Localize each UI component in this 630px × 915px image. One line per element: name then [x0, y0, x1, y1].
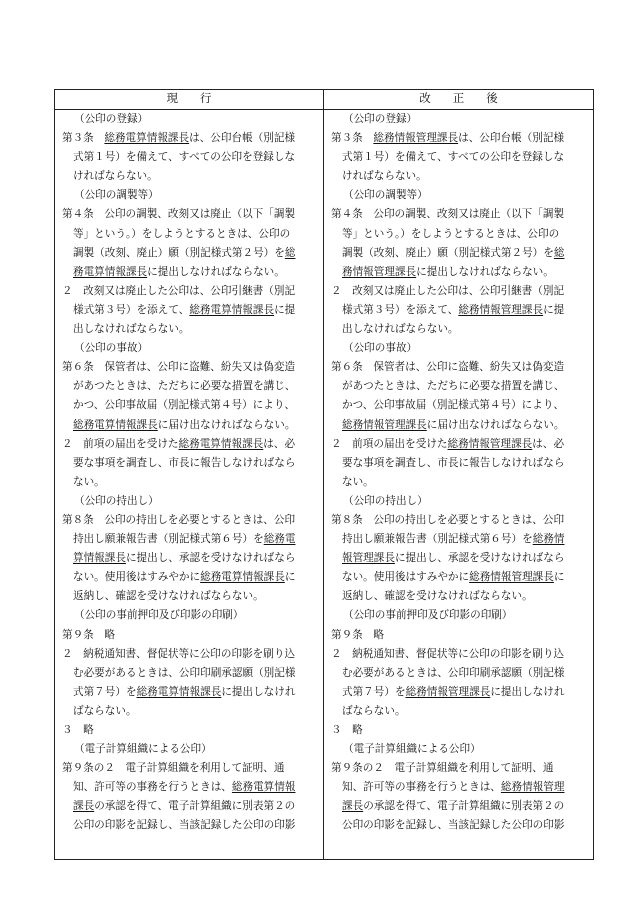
amended-title: 総務情報管理課長	[405, 685, 491, 698]
amended-title: 課長	[342, 800, 364, 813]
text-segment: 第３条	[62, 132, 105, 145]
text-segment: に	[284, 571, 296, 584]
text-segment: 式第７号）を	[342, 685, 406, 698]
header-row	[55, 90, 594, 110]
article-paragraph	[62, 759, 319, 835]
article-paragraph	[62, 205, 319, 281]
text-line	[74, 110, 319, 129]
text-line	[62, 473, 319, 492]
text-line	[331, 435, 589, 454]
text-segment: 出しなければならない。	[342, 323, 459, 336]
text-segment: ２ 納税通知書、督促状等に公印の印影を刷り込	[62, 647, 296, 660]
text-line	[331, 568, 589, 587]
text-line	[62, 511, 319, 530]
text-line	[331, 167, 589, 186]
text-line	[331, 320, 589, 339]
text-line	[62, 301, 319, 320]
article-paragraph	[331, 282, 589, 339]
article-paragraph	[62, 435, 319, 492]
text-segment: に提出し、承認を受けなければなら	[125, 552, 296, 565]
text-line	[331, 626, 589, 645]
text-line	[331, 396, 589, 415]
text-segment: 第３条	[331, 132, 374, 145]
text-segment: 式第７号）を	[73, 685, 137, 698]
text-line	[331, 263, 589, 282]
text-segment: 等」という。）をしようとするときは、公印の	[342, 227, 560, 240]
text-segment: ない。	[342, 475, 374, 488]
article-caption	[331, 110, 589, 129]
article-paragraph	[331, 205, 589, 281]
text-line	[331, 664, 589, 683]
header-revised-label: 改正後	[419, 91, 520, 105]
article-paragraph	[331, 358, 589, 434]
comparison-table	[54, 89, 594, 860]
text-line	[343, 740, 589, 759]
text-line	[62, 587, 319, 606]
text-line	[331, 358, 589, 377]
text-segment: 第６条 保管者は、公印に盗難、紛失又は偽変造	[62, 361, 296, 374]
text-segment: 知、許可等の事務を行うときは、	[73, 781, 232, 794]
text-segment: （公印の登録）	[74, 113, 149, 125]
article-paragraph	[62, 282, 319, 339]
text-segment: 様式第３号）を添えて、	[73, 303, 190, 316]
article-caption	[62, 186, 319, 205]
text-segment: 返納し、確認を受けなければならない。	[342, 590, 533, 603]
text-segment: 式第１号）を備えて、すべての公印を登録しな	[342, 151, 565, 164]
text-line	[331, 205, 589, 224]
text-line	[331, 645, 589, 664]
text-segment: ない。	[73, 475, 105, 488]
amended-title: 報管理課長	[342, 552, 395, 565]
amended-title: 総務電算情報課長	[200, 571, 285, 584]
article-paragraph	[62, 358, 319, 434]
text-line	[331, 778, 589, 797]
text-segment: 第４条 公印の調製、改刻又は廃止（以下「調製	[62, 208, 296, 221]
text-segment: かつ、公印事故届（別記様式第４号）により、	[342, 399, 565, 412]
text-segment: に届け出なければならない。	[426, 418, 565, 431]
text-segment: （公印の調製等）	[343, 189, 428, 202]
text-line	[62, 664, 319, 683]
text-line	[62, 797, 319, 816]
body-row	[55, 110, 594, 860]
article-paragraph	[62, 645, 319, 721]
text-segment: 調製（改刻、廃止）願（別記様式第２号）を	[342, 246, 554, 259]
text-line	[343, 110, 589, 129]
amended-title: 務情報管理課長	[342, 265, 417, 278]
amended-title: 総務情報管理課長	[469, 571, 554, 584]
amended-title: 総務情報管理課長	[458, 303, 544, 316]
text-line	[62, 205, 319, 224]
article-paragraph	[62, 129, 319, 186]
text-line	[74, 492, 319, 511]
text-segment: 第９条 略	[331, 628, 384, 641]
article-paragraph	[331, 435, 589, 492]
text-segment: 様式第３号）を添えて、	[342, 303, 459, 316]
header-current-label: 現行	[166, 91, 234, 105]
text-segment: があつたときは、ただちに必要な措置を講じ、	[342, 380, 565, 393]
article-caption	[62, 492, 319, 511]
amended-title: 総務電算情報課長	[104, 132, 190, 145]
text-line	[74, 740, 319, 759]
text-segment: ３ 略	[331, 724, 363, 736]
text-segment: に	[553, 571, 565, 584]
text-segment: ２ 納税通知書、督促状等に公印の印影を刷り込	[331, 647, 565, 660]
text-segment: は、公印台帳（別記様	[458, 132, 565, 145]
text-line	[62, 721, 319, 740]
amended-title: 務電算情報課長	[73, 265, 148, 278]
amended-title: 総務電算情報課長	[178, 437, 264, 450]
text-segment: 調製（改刻、廃止）願（別記様式第２号）を	[73, 246, 285, 259]
text-segment: 返納し、確認を受けなければならない。	[73, 590, 264, 603]
text-line	[62, 435, 319, 454]
amended-title: 総務情	[532, 533, 565, 546]
text-segment: 第８条 公印の持出しを必要とするときは、公印	[62, 513, 296, 526]
text-line	[331, 454, 589, 473]
text-line	[62, 416, 319, 435]
text-segment: ない。使用後はすみやかに	[342, 571, 470, 584]
text-segment: に提	[543, 303, 565, 316]
article-paragraph	[331, 759, 589, 835]
amended-title: 総務情報管理課長	[447, 437, 533, 450]
text-line	[331, 282, 589, 301]
text-line	[331, 816, 589, 835]
text-segment: ない。使用後はすみやかに	[73, 571, 201, 584]
text-line	[62, 282, 319, 301]
text-line	[62, 263, 319, 282]
amended-title: 総務電算情報課長	[136, 685, 222, 698]
text-line	[343, 339, 589, 358]
text-segment: 等」という。）をしようとするときは、公印の	[73, 227, 291, 240]
text-line	[62, 377, 319, 396]
article-paragraph	[331, 511, 589, 606]
text-segment: む必要があるときは、公印印刷承認願（別記様	[73, 666, 296, 679]
text-line	[62, 683, 319, 702]
text-line	[62, 816, 319, 835]
article-paragraph	[331, 626, 589, 645]
text-segment: 公印の印影を記録し、当該記録した公印の印影	[73, 819, 296, 832]
text-line	[331, 301, 589, 320]
article-caption	[62, 606, 319, 625]
revised-cell	[324, 110, 594, 860]
text-segment: む必要があるときは、公印印刷承認願（別記様	[342, 666, 565, 679]
text-segment: ければならない。	[73, 170, 158, 183]
text-line	[331, 473, 589, 492]
current-cell	[55, 110, 324, 860]
text-line	[331, 377, 589, 396]
text-segment: （公印の事前押印及び印影の印刷）	[343, 609, 513, 622]
text-segment: ２ 前項の届出を受けた	[331, 437, 448, 450]
text-segment: に提	[274, 303, 296, 316]
text-line	[62, 549, 319, 568]
text-segment: に提出しなけれ	[221, 685, 296, 698]
text-segment: （公印の登録）	[343, 113, 418, 125]
article-caption	[62, 740, 319, 759]
text-line	[74, 339, 319, 358]
text-line	[331, 225, 589, 244]
text-line	[331, 530, 589, 549]
text-segment: ければならない。	[342, 170, 427, 183]
text-segment: 要な事項を調査し、市長に報告しなければなら	[73, 456, 296, 469]
text-line	[331, 148, 589, 167]
text-line	[62, 702, 319, 721]
text-line	[74, 186, 319, 205]
article-caption	[62, 110, 319, 129]
current-column	[55, 110, 323, 836]
text-segment: （公印の持出し）	[343, 494, 428, 507]
text-line	[343, 492, 589, 511]
text-segment: 式第１号）を備えて、すべての公印を登録しな	[73, 151, 296, 164]
text-line	[343, 606, 589, 625]
text-line	[62, 244, 319, 263]
text-segment: は、公印台帳（別記様	[189, 132, 296, 145]
text-line	[331, 702, 589, 721]
text-segment: に届け出なければならない。	[157, 418, 296, 431]
article-paragraph	[331, 721, 589, 740]
text-line	[62, 396, 319, 415]
text-segment: 第９条の２ 電子計算組織を利用して証明、通	[62, 762, 285, 775]
article-caption	[331, 492, 589, 511]
text-line	[343, 186, 589, 205]
text-line	[331, 797, 589, 816]
text-segment: （公印の事故）	[74, 342, 149, 355]
amended-title: 総務情報管理課長	[342, 418, 427, 431]
text-line	[62, 454, 319, 473]
text-line	[331, 587, 589, 606]
header-current	[55, 90, 324, 110]
amended-title: 総務電	[263, 533, 296, 546]
text-line	[74, 606, 319, 625]
text-line	[331, 244, 589, 263]
text-segment: （電子計算組織による公印）	[74, 743, 212, 756]
text-line	[62, 530, 319, 549]
text-segment: かつ、公印事故届（別記様式第４号）により、	[73, 399, 296, 412]
amended-title: 総務電算情報課長	[189, 303, 275, 316]
text-line	[62, 320, 319, 339]
text-line	[331, 759, 589, 778]
text-segment: に提出し、承認を受けなければなら	[394, 552, 565, 565]
text-line	[62, 759, 319, 778]
text-segment: は、必	[263, 437, 296, 450]
text-segment: ２ 改刻又は廃止した公印は、公印引継書（別記	[331, 284, 565, 297]
amended-title: 総	[553, 246, 565, 259]
article-paragraph	[62, 511, 319, 606]
text-segment: 第９条 略	[62, 628, 115, 641]
text-segment: ２ 前項の届出を受けた	[62, 437, 179, 450]
text-segment: に提出しなければならない。	[147, 265, 285, 278]
text-segment: 第９条の２ 電子計算組織を利用して証明、通	[331, 762, 554, 775]
text-segment: （公印の事故）	[343, 342, 418, 355]
amended-title: 総務電算情報課長	[73, 418, 158, 431]
article-caption	[331, 606, 589, 625]
article-caption	[62, 339, 319, 358]
article-paragraph	[62, 721, 319, 740]
article-paragraph	[331, 645, 589, 721]
article-caption	[331, 186, 589, 205]
text-line	[62, 167, 319, 186]
article-paragraph	[62, 626, 319, 645]
text-line	[62, 148, 319, 167]
text-line	[62, 645, 319, 664]
header-revised	[324, 90, 594, 110]
amended-title: 総	[284, 246, 296, 259]
article-paragraph	[331, 129, 589, 186]
text-line	[331, 721, 589, 740]
article-caption	[331, 339, 589, 358]
text-segment: は、必	[532, 437, 565, 450]
text-segment: 持出し願兼報告書（別記様式第６号）を	[342, 533, 533, 546]
text-segment: （公印の調製等）	[74, 189, 159, 202]
text-line	[331, 129, 589, 148]
text-line	[331, 549, 589, 568]
text-segment: に提出しなけれ	[490, 685, 565, 698]
amended-title: 総務電算情報	[231, 781, 296, 794]
text-segment: 第８条 公印の持出しを必要とするときは、公印	[331, 513, 565, 526]
text-segment: ２ 改刻又は廃止した公印は、公印引継書（別記	[62, 284, 296, 297]
text-segment: 知、許可等の事務を行うときは、	[342, 781, 501, 794]
text-line	[331, 511, 589, 530]
text-segment: 第４条 公印の調製、改刻又は廃止（以下「調製	[331, 208, 565, 221]
amended-title: 算情報課長	[73, 552, 126, 565]
text-line	[62, 626, 319, 645]
text-segment: （公印の事前押印及び印影の印刷）	[74, 609, 244, 622]
text-segment: ばならない。	[73, 704, 137, 717]
amended-title: 課長	[73, 800, 95, 813]
text-segment: 出しなければならない。	[73, 323, 190, 336]
text-segment: に提出しなければならない。	[416, 265, 554, 278]
text-line	[62, 568, 319, 587]
text-line	[62, 225, 319, 244]
text-line	[62, 778, 319, 797]
text-line	[62, 358, 319, 377]
text-line	[62, 129, 319, 148]
text-line	[331, 683, 589, 702]
amended-title: 総務情報管理	[500, 781, 565, 794]
text-segment: 持出し願兼報告書（別記様式第６号）を	[73, 533, 264, 546]
text-segment: （公印の持出し）	[74, 494, 159, 507]
amended-title: 総務情報管理課長	[373, 132, 459, 145]
text-line	[331, 416, 589, 435]
text-segment: （電子計算組織による公印）	[343, 743, 481, 756]
revised-column	[324, 110, 593, 836]
text-segment: ３ 略	[62, 724, 94, 736]
text-segment: 公印の印影を記録し、当該記録した公印の印影	[342, 819, 565, 832]
text-segment: 要な事項を調査し、市長に報告しなければなら	[342, 456, 565, 469]
article-caption	[331, 740, 589, 759]
text-segment: があつたときは、ただちに必要な措置を講じ、	[73, 380, 296, 393]
text-segment: の承認を得て、電子計算組織に別表第２の	[363, 800, 565, 813]
text-segment: 第６条 保管者は、公印に盗難、紛失又は偽変造	[331, 361, 565, 374]
text-segment: の承認を得て、電子計算組織に別表第２の	[94, 800, 296, 813]
text-segment: ばならない。	[342, 704, 406, 717]
